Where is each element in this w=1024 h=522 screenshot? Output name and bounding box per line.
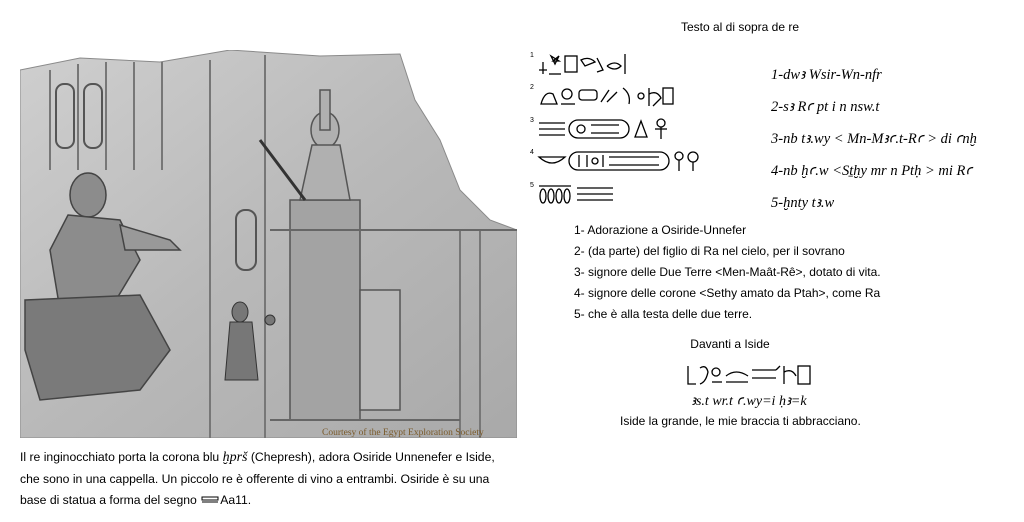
transliteration-line-2: 2-sꜣ Rꜥ pt i n nsw.t [771, 99, 880, 115]
translation-line: 1- Adorazione a Osiride-Unnefer [574, 223, 747, 237]
relief-photo-image [20, 50, 517, 438]
isis-heading: Davanti a Iside [690, 337, 770, 351]
hieroglyphs-icon [537, 182, 622, 206]
hieroglyphs-icon [537, 84, 677, 108]
translation-line: 3- signore delle Due Terre <Men-Maât-Rê>, dotato di vita. [574, 265, 881, 279]
hieroglyphs-icon [537, 117, 672, 141]
header-title: Testo al di sopra de re [680, 20, 800, 34]
caption-text: Il re inginocchiato porta la corona blu [20, 450, 223, 464]
hieroglyph-line-4: 4 [532, 149, 702, 175]
caption-text: base di statua a forma del segno [20, 493, 201, 507]
hieroglyphs-icon [686, 362, 816, 388]
photo-credit: Courtesy of the Egypt Exploration Society [322, 428, 484, 438]
transliteration-line-1: 1-dwꜣ Wsir-Wn-nfr [771, 67, 882, 83]
translation-line: 4- signore delle corone <Sethy amato da Ptah>, come Ra [574, 286, 881, 300]
sign-code: Aa11. [220, 493, 252, 507]
hieroglyphs-icon [537, 52, 632, 76]
isis-hieroglyphs [686, 362, 816, 393]
caption-text: (Chepresh), adora Osiride Unnenefer e Iside, [247, 450, 495, 464]
hieroglyph-line-3: 3 [532, 117, 672, 143]
translation-line: 2- (da parte) del figlio di Ra nel cielo, per il sovrano [574, 244, 845, 258]
hieroglyph-line-2: 2 [532, 84, 682, 110]
isis-transliteration: ꜣs.t wr.t ꜥ.wy=i ḥꜣ=k [691, 394, 807, 409]
crown-name: ḫprš [222, 450, 248, 465]
relief-photo [20, 50, 517, 438]
hieroglyph-line-1: 1 [532, 52, 632, 78]
photo-caption [20, 447, 530, 512]
aa11-sign-icon [200, 490, 220, 512]
transliteration-line-5: 5-ḫnty tꜣ.w [771, 195, 835, 211]
translation-line: 5- che è alla testa delle due terre. [574, 307, 753, 321]
hieroglyphs-icon [537, 149, 702, 173]
isis-translation: Iside la grande, le mie braccia ti abbracciano. [620, 414, 861, 428]
transliteration-line-3: 3-nb tꜣ.wy < Mn-Mꜣꜥ.t-Rꜥ > di ꜥnḫ [771, 131, 977, 147]
caption-text: che sono in una cappella. Un piccolo re è offerente di vino a entrambi. Osiride è su una [20, 471, 490, 486]
translation-list [574, 220, 881, 325]
transliteration-line-4: 4-nb ḫꜥ.w <Sṯḫy mr n Ptḥ > mi Rꜥ [771, 163, 973, 179]
hieroglyph-line-5: 5 [532, 182, 622, 208]
